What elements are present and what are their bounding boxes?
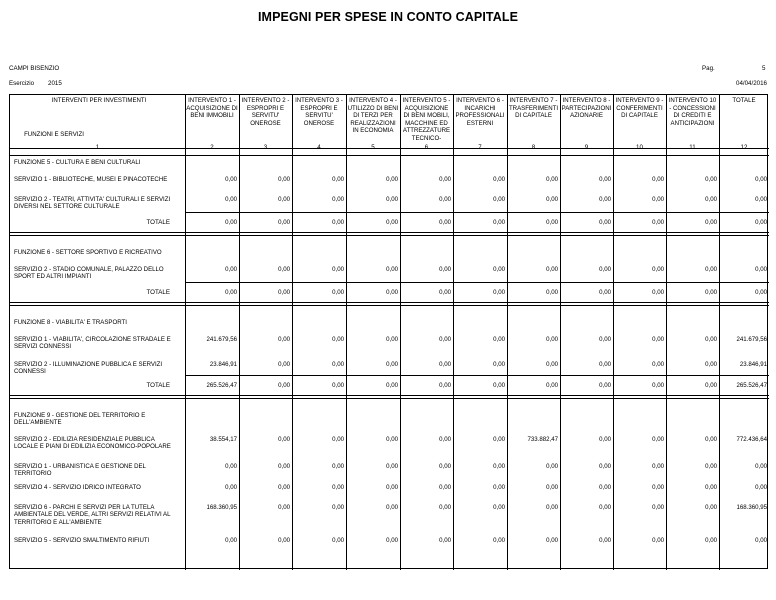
cell-value: 0,00 [332, 382, 344, 389]
cell-value: 0,00 [225, 196, 237, 203]
cell-value: 0,00 [278, 196, 290, 203]
column-header: INTERVENTO 10 - CONCESSIONI DI CREDITI E ANTICIPAZIONI [668, 97, 717, 127]
cell-value: 0,00 [225, 484, 237, 491]
cell-value: 0,00 [386, 219, 398, 226]
cell-value: 0,00 [439, 289, 451, 296]
cell-value: 0,00 [332, 463, 344, 470]
cell-value: 0,00 [439, 176, 451, 183]
column-number: 2 [210, 144, 214, 151]
cell-value: 0,00 [755, 537, 767, 544]
cell-value: 0,00 [278, 336, 290, 343]
cell-value: 0,00 [705, 504, 717, 511]
total-rule [10, 395, 769, 396]
cell-value: 0,00 [439, 219, 451, 226]
cell-value: 0,00 [755, 219, 767, 226]
service-label: SERVIZIO 1 - BIBLIOTECHE, MUSEI E PINACOTECHE [14, 176, 168, 183]
cell-value: 0,00 [332, 266, 344, 273]
cell-value: 0,00 [755, 196, 767, 203]
entity-name: CAMPI BISENZIO [9, 65, 60, 72]
column-divider [292, 95, 293, 570]
column-number: 11 [689, 144, 696, 151]
column-header: INTERVENTO 5 - ACQUISIZIONE DI BENI MOBILI, MACCHINE ED ATTREZZATURE TECNICO- [402, 97, 451, 142]
column-header: INTERVENTO 8 - PARTECIPAZIONI AZIONARIE [561, 97, 612, 120]
header-divider [10, 155, 769, 156]
column-divider [346, 95, 347, 570]
cell-value: 0,00 [493, 336, 505, 343]
column-header: INTERVENTO 3 - ESPROPRI E SERVITU' ONEROSE [295, 97, 343, 127]
cell-value: 0,00 [546, 336, 558, 343]
cell-value: 0,00 [705, 484, 717, 491]
cell-value: 0,00 [278, 463, 290, 470]
column-header: INTERVENTO 7 - TRASFERIMENTI DI CAPITALE [508, 97, 559, 120]
cell-value: 265.526,47 [206, 382, 237, 389]
report-date: 04/04/2016 [736, 80, 767, 87]
cell-value: 0,00 [652, 289, 664, 296]
cell-value: 0,00 [278, 219, 290, 226]
total-rule [10, 302, 769, 303]
column-header: INTERVENTO 1 - ACQUISIZIONE DI BENI IMMOBILI [186, 97, 238, 120]
cell-value: 0,00 [652, 436, 664, 443]
cell-value: 0,00 [546, 382, 558, 389]
cell-value: 0,00 [493, 463, 505, 470]
total-label: TOTALE [146, 219, 170, 226]
section-label: FUNZIONE 9 - GESTIONE DEL TERRITORIO E DELL'AMBIENTE [14, 412, 146, 427]
cell-value: 0,00 [652, 537, 664, 544]
cell-value: 0,00 [599, 504, 611, 511]
cell-value: 0,00 [278, 484, 290, 491]
cell-value: 0,00 [755, 266, 767, 273]
total-rule [10, 232, 769, 233]
cell-value: 0,00 [225, 266, 237, 273]
cell-value: 0,00 [652, 219, 664, 226]
cell-value: 0,00 [705, 219, 717, 226]
column-number: 3 [263, 144, 268, 151]
cell-value: 0,00 [332, 219, 344, 226]
cell-value: 0,00 [332, 176, 344, 183]
total-label: TOTALE [146, 382, 170, 389]
cell-value: 0,00 [439, 537, 451, 544]
cell-value: 23.846,91 [209, 361, 237, 368]
column-divider [666, 95, 667, 570]
cell-value: 0,00 [652, 504, 664, 511]
bottom-left-title: FUNZIONI E SERVIZI [24, 131, 84, 138]
column-header: TOTALE [732, 97, 756, 104]
column-divider [560, 95, 561, 570]
cell-value: 0,00 [278, 289, 290, 296]
cell-value: 0,00 [546, 504, 558, 511]
cell-value: 0,00 [493, 196, 505, 203]
cell-value: 0,00 [705, 436, 717, 443]
cell-value: 0,00 [439, 504, 451, 511]
cell-value: 0,00 [439, 361, 451, 368]
service-label: SERVIZIO 2 - EDILIZIA RESIDENZIALE PUBBLICA LOCALE E PIANI DI EDILIZIA ECONOMICO-POPOLARE [14, 436, 171, 451]
section-label: FUNZIONE 6 - SETTORE SPORTIVO E RICREATIVO [14, 249, 162, 256]
cell-value: 38.554,17 [209, 436, 237, 443]
cell-value: 0,00 [599, 463, 611, 470]
cell-value: 0,00 [599, 289, 611, 296]
cell-value: 0,00 [652, 336, 664, 343]
cell-value: 0,00 [386, 504, 398, 511]
cell-value: 23.846,91 [739, 361, 767, 368]
service-label: SERVIZIO 1 - VIABILITA', CIRCOLAZIONE STRADALE E SERVIZI CONNESSI [14, 336, 171, 351]
page-number: 5 [762, 65, 766, 72]
cell-value: 0,00 [652, 196, 664, 203]
cell-value: 0,00 [278, 361, 290, 368]
cell-value: 0,00 [493, 484, 505, 491]
cell-value: 0,00 [755, 484, 767, 491]
cell-value: 0,00 [493, 289, 505, 296]
cell-value: 0,00 [546, 176, 558, 183]
cell-value: 0,00 [332, 436, 344, 443]
cell-value: 0,00 [386, 336, 398, 343]
cell-value: 0,00 [386, 196, 398, 203]
cell-value: 241.679,56 [206, 336, 237, 343]
column-header: INTERVENTO 6 - INCARICHI PROFESSIONALI ESTERNI [455, 97, 505, 127]
service-label: SERVIZIO 1 - URBANISTICA E GESTIONE DEL TERRITORIO [14, 463, 146, 478]
year-label: Esercizio [9, 80, 35, 87]
cell-value: 0,00 [705, 336, 717, 343]
cell-value: 0,00 [652, 361, 664, 368]
cell-value: 0,00 [546, 537, 558, 544]
report-title: IMPEGNI PER SPESE IN CONTO CAPITALE [257, 10, 519, 24]
cell-value: 0,00 [439, 484, 451, 491]
section-label: FUNZIONE 5 - CULTURA E BENI CULTURALI [14, 159, 141, 166]
cell-value: 0,00 [652, 266, 664, 273]
cell-value: 0,00 [755, 176, 767, 183]
column-header: INTERVENTO 4 - UTILIZZO DI BENI DI TERZI PER REALIZZAZIONI IN ECONOMIA [347, 97, 399, 135]
cell-value: 0,00 [493, 436, 505, 443]
cell-value: 0,00 [386, 361, 398, 368]
total-rule [10, 235, 769, 236]
column-number: 5 [371, 144, 375, 151]
column-header: INTERVENTO 2 - ESPROPRI E SERVITU' ONEROSE [241, 97, 290, 127]
cell-value: 0,00 [599, 537, 611, 544]
section-label: FUNZIONE 8 - VIABILITA' E TRASPORTI [14, 319, 127, 326]
total-rule [10, 398, 769, 399]
cell-value: 0,00 [546, 289, 558, 296]
total-rule [185, 282, 769, 283]
cell-value: 0,00 [225, 537, 237, 544]
column-number: 1 [95, 144, 100, 151]
cell-value: 0,00 [705, 463, 717, 470]
cell-value: 241.679,56 [736, 336, 767, 343]
cell-value: 0,00 [386, 289, 398, 296]
service-label: SERVIZIO 5 - SERVIZIO SMALTIMENTO RIFIUTI [14, 537, 150, 544]
cell-value: 0,00 [278, 537, 290, 544]
cell-value: 168.360,95 [736, 504, 767, 511]
cell-value: 0,00 [439, 336, 451, 343]
cell-value: 0,00 [599, 176, 611, 183]
cell-value: 0,00 [546, 266, 558, 273]
cell-value: 0,00 [705, 196, 717, 203]
cell-value: 0,00 [386, 537, 398, 544]
cell-value: 0,00 [439, 436, 451, 443]
cell-value: 0,00 [546, 484, 558, 491]
cell-value: 0,00 [599, 436, 611, 443]
column-divider [400, 95, 401, 570]
cell-value: 0,00 [493, 504, 505, 511]
cell-value: 0,00 [755, 289, 767, 296]
cell-value: 265.526,47 [736, 382, 767, 389]
column-divider [719, 95, 720, 570]
total-rule [185, 212, 769, 213]
cell-value: 0,00 [386, 463, 398, 470]
cell-value: 0,00 [386, 484, 398, 491]
cell-value: 0,00 [705, 289, 717, 296]
cell-value: 0,00 [546, 361, 558, 368]
cell-value: 0,00 [225, 289, 237, 296]
cell-value: 0,00 [755, 463, 767, 470]
column-number: 7 [478, 144, 482, 151]
cell-value: 0,00 [599, 484, 611, 491]
service-label: SERVIZIO 2 - STADIO COMUNALE, PALAZZO DELLO SPORT ED ALTRI IMPIANTI [14, 266, 164, 281]
column-number: 9 [584, 144, 589, 151]
cell-value: 0,00 [225, 176, 237, 183]
top-left-title: INTERVENTI PER INVESTIMENTI [51, 97, 147, 104]
cell-value: 0,00 [332, 484, 344, 491]
cell-value: 0,00 [386, 436, 398, 443]
column-header: INTERVENTO 9 - CONFERIMENTI DI CAPITALE [615, 97, 664, 120]
cell-value: 0,00 [493, 361, 505, 368]
cell-value: 0,00 [439, 382, 451, 389]
cell-value: 0,00 [705, 361, 717, 368]
cell-value: 0,00 [652, 382, 664, 389]
cell-value: 168.360,95 [206, 504, 237, 511]
cell-value: 0,00 [652, 463, 664, 470]
cell-value: 0,00 [386, 176, 398, 183]
cell-value: 0,00 [599, 266, 611, 273]
column-number: 12 [740, 144, 748, 151]
column-divider [507, 95, 508, 570]
cell-value: 0,00 [386, 266, 398, 273]
cell-value: 0,00 [546, 219, 558, 226]
cell-value: 0,00 [493, 266, 505, 273]
cell-value: 0,00 [599, 219, 611, 226]
cell-value: 0,00 [278, 176, 290, 183]
cell-value: 0,00 [652, 176, 664, 183]
cell-value: 0,00 [332, 361, 344, 368]
column-divider [185, 95, 186, 570]
column-number: 6 [424, 144, 429, 151]
cell-value: 0,00 [493, 176, 505, 183]
cell-value: 0,00 [493, 382, 505, 389]
cell-value: 0,00 [332, 504, 344, 511]
cell-value: 0,00 [439, 463, 451, 470]
cell-value: 772.436,64 [736, 436, 767, 443]
cell-value: 0,00 [225, 463, 237, 470]
year-value: 2015 [48, 80, 62, 87]
page-label: Pag. [702, 65, 715, 72]
cell-value: 0,00 [278, 504, 290, 511]
cell-value: 0,00 [705, 382, 717, 389]
service-label: SERVIZIO 2 - ILLUMINAZIONE PUBBLICA E SERVIZI CONNESSI [14, 361, 163, 376]
column-number: 10 [636, 144, 643, 151]
cell-value: 0,00 [439, 196, 451, 203]
cell-value: 0,00 [705, 537, 717, 544]
column-number: 4 [317, 144, 321, 151]
service-label: SERVIZIO 4 - SERVIZIO IDRICO INTEGRATO [14, 484, 141, 491]
service-label: SERVIZIO 2 - TEATRI, ATTIVITA' CULTURALI E SERVIZI DIVERSI NEL SETTORE CULTURALE [14, 196, 171, 211]
cell-value: 0,00 [386, 382, 398, 389]
cell-value: 0,00 [493, 537, 505, 544]
cell-value: 0,00 [332, 336, 344, 343]
cell-value: 0,00 [332, 196, 344, 203]
column-divider [613, 95, 614, 570]
data-table [9, 94, 768, 569]
column-divider [239, 95, 240, 570]
service-label: SERVIZIO 6 - PARCHI E SERVIZI PER LA TUTELA AMBIENTALE DEL VERDE, ALTRI SERVIZI RELATIVI AL TERRITORIO E ALL'AMBIENTE [14, 504, 171, 526]
cell-value: 0,00 [278, 436, 290, 443]
cell-value: 733.882,47 [527, 436, 558, 443]
cell-value: 0,00 [546, 463, 558, 470]
cell-value: 0,00 [278, 382, 290, 389]
cell-value: 0,00 [705, 176, 717, 183]
cell-value: 0,00 [652, 484, 664, 491]
cell-value: 0,00 [332, 537, 344, 544]
total-rule [10, 305, 769, 306]
cell-value: 0,00 [278, 266, 290, 273]
cell-value: 0,00 [599, 336, 611, 343]
column-divider [453, 95, 454, 570]
cell-value: 0,00 [332, 289, 344, 296]
cell-value: 0,00 [599, 196, 611, 203]
column-number: 8 [531, 144, 536, 151]
cell-value: 0,00 [493, 219, 505, 226]
total-label: TOTALE [146, 289, 170, 296]
cell-value: 0,00 [599, 361, 611, 368]
cell-value: 0,00 [705, 266, 717, 273]
cell-value: 0,00 [599, 382, 611, 389]
cell-value: 0,00 [225, 219, 237, 226]
total-rule [185, 375, 769, 376]
cell-value: 0,00 [439, 266, 451, 273]
cell-value: 0,00 [546, 196, 558, 203]
